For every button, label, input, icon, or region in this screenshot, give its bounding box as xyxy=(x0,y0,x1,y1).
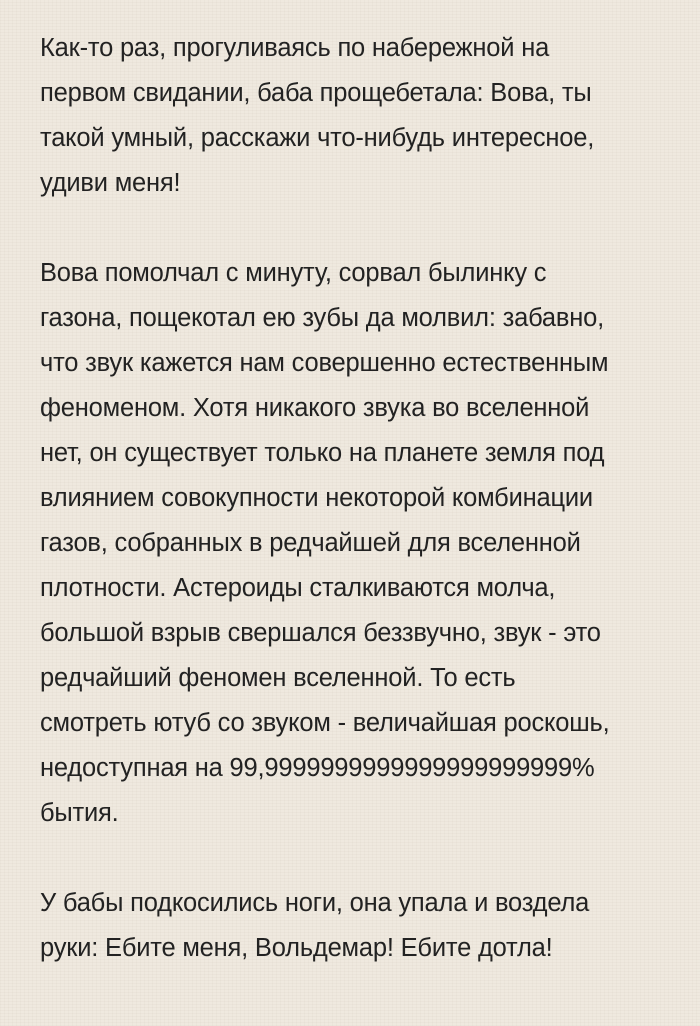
text-line: первом свидании, баба прощебетала: Вова, ты xyxy=(40,79,592,107)
paragraph-2 xyxy=(40,251,660,836)
text-line: влиянием совокупности некоторой комбинации xyxy=(40,484,593,512)
paragraph-1 xyxy=(40,26,660,206)
text-line: феноменом. Хотя никакого звука во вселенной xyxy=(40,394,590,422)
text-line: такой умный, расскажи что-нибудь интересное, xyxy=(40,124,595,152)
paragraph-3 xyxy=(40,881,660,971)
text-line: плотности. Астероиды сталкиваются молча, xyxy=(40,574,556,602)
text-line: редчайший феномен вселенной. То есть xyxy=(40,664,516,692)
text-line: руки: Ебите меня, Вольдемар! Ебите дотла! xyxy=(40,934,553,962)
paragraph-spacer xyxy=(40,836,660,881)
text-line: что звук кажется нам совершенно естественным xyxy=(40,349,609,377)
text-line: Вова помолчал с минуту, сорвал былинку с xyxy=(40,259,547,287)
text-line: бытия. xyxy=(40,799,119,827)
text-line: большой взрыв свершался беззвучно, звук - это xyxy=(40,619,601,647)
paragraph-spacer xyxy=(40,206,660,251)
text-line: недоступная на 99,9999999999999999999999% xyxy=(40,754,595,782)
text-line: газов, собранных в редчайшей для вселенной xyxy=(40,529,581,557)
text-line: У бабы подкосились ноги, она упала и воздела xyxy=(40,889,590,917)
text-line: смотреть ютуб со звуком - величайшая роскошь, xyxy=(40,709,610,737)
text-line: газона, пощекотал ею зубы да молвил: забавно, xyxy=(40,304,604,332)
text-line: Как-то раз, прогуливаясь по набережной на xyxy=(40,34,550,62)
text-line: удиви меня! xyxy=(40,169,181,197)
text-line: нет, он существует только на планете земля под xyxy=(40,439,605,467)
